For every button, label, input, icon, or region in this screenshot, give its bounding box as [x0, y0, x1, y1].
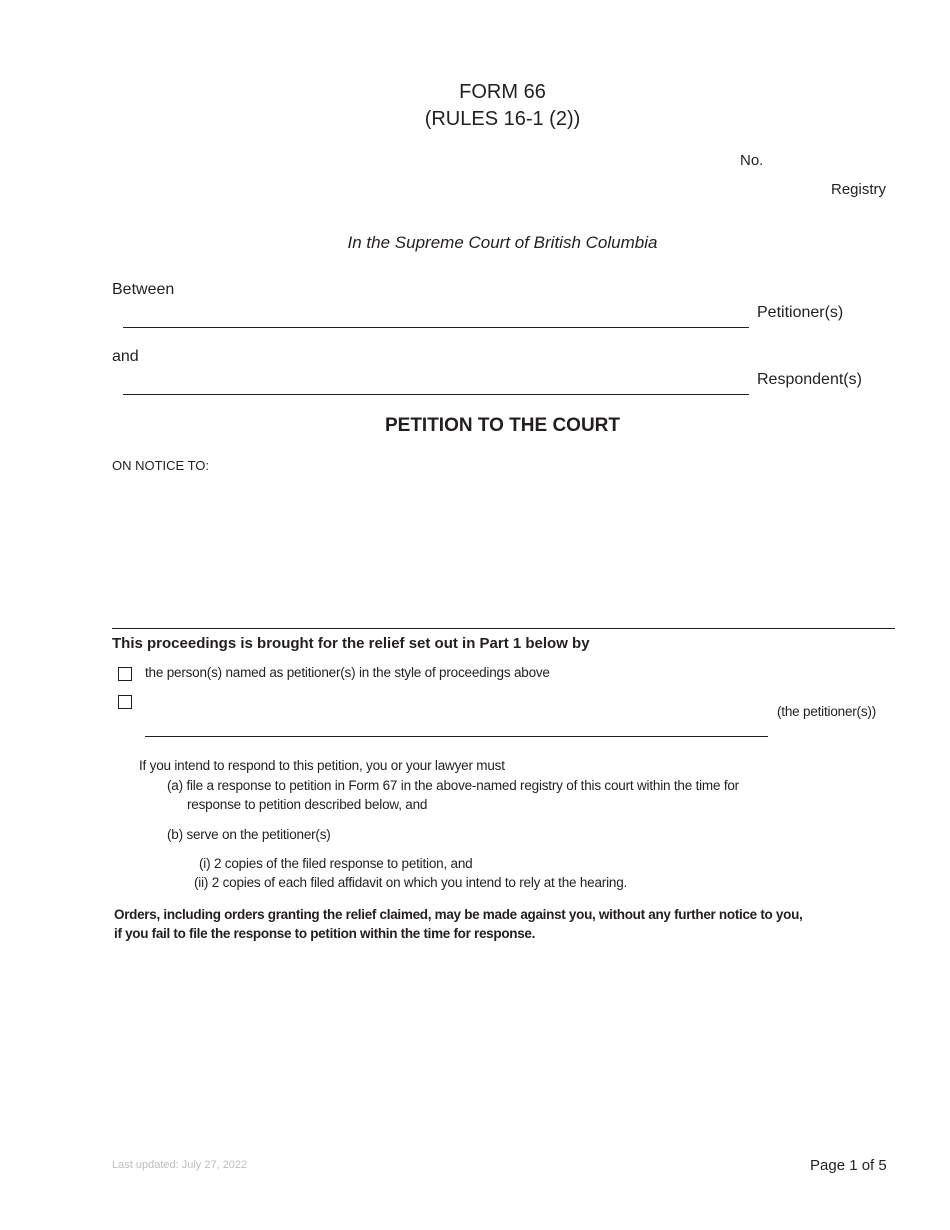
page-number: Page 1 of 5 [810, 1157, 887, 1174]
registry-input[interactable] [650, 179, 829, 201]
on-notice-input[interactable] [112, 478, 896, 622]
court-name: In the Supreme Court of British Columbia [347, 233, 658, 252]
brought-by-heading: This proceedings is brought for the relief set out in Part 1 below by [112, 635, 590, 652]
option2-suffix: (the petitioner(s)) [777, 704, 876, 719]
other-petitioner-input[interactable] [145, 712, 769, 736]
on-notice-label: ON NOTICE TO: [112, 458, 210, 473]
instruction-a-line1: (a) file a response to petition in Form 67 in the above-named registry of this court within the time for [167, 778, 739, 793]
instruction-ii: (ii) 2 copies of each filed affidavit on which you intend to rely at the hearing. [194, 875, 628, 890]
petitioner-input[interactable] [123, 304, 752, 328]
petitioner-line [123, 327, 749, 328]
warning-line2: if you fail to file the response to petition within the time for response. [114, 926, 536, 941]
between-label: Between [112, 281, 175, 298]
instruction-b: (b) serve on the petitioner(s) [167, 827, 331, 842]
warning-line1: Orders, including orders granting the relief claimed, may be made against you, without any further notice to you, [114, 907, 803, 922]
file-number-label: No. [740, 152, 764, 169]
petitioner-style-checkbox[interactable] [118, 667, 132, 681]
instruction-a-line2: response to petition described below, and [187, 797, 428, 812]
other-petitioner-checkbox[interactable] [118, 695, 132, 709]
document-title: PETITION TO THE COURT [384, 415, 621, 436]
petitioner-label: Petitioner(s) [757, 304, 844, 321]
instructions-intro: If you intend to respond to this petition, you or your lawyer must [139, 758, 505, 773]
last-updated: Last updated: July 27, 2022 [112, 1159, 248, 1171]
form-number: FORM 66 [459, 81, 546, 103]
respondent-input[interactable] [123, 371, 752, 395]
registry-label: Registry [831, 181, 887, 198]
option1-label: the person(s) named as petitioner(s) in the style of proceedings above [145, 665, 550, 680]
other-petitioner-line [145, 736, 768, 737]
file-number-input[interactable] [770, 150, 894, 172]
section-divider [112, 628, 895, 629]
and-label: and [112, 348, 139, 365]
form-rules: (RULES 16-1 (2)) [424, 108, 581, 130]
instruction-i: (i) 2 copies of the filed response to petition, and [199, 856, 473, 871]
respondent-label: Respondent(s) [757, 371, 862, 388]
respondent-line [123, 394, 749, 395]
